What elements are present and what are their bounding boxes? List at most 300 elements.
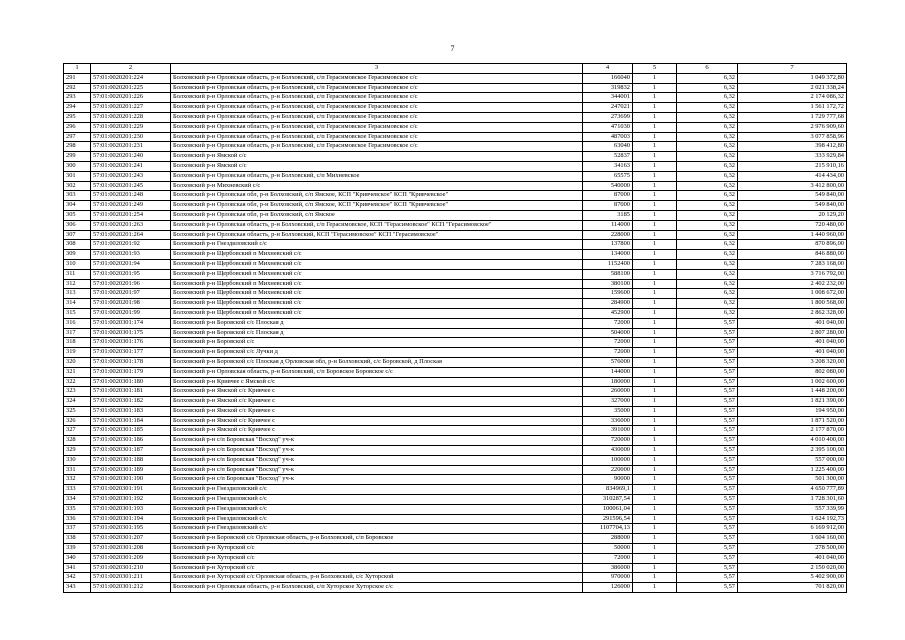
rate-cell: 5,57 [677, 504, 738, 514]
cost-cell: 333 929,84 [738, 152, 847, 162]
address-cell: Болховский р-н Ямской с/с Кривчее с [171, 387, 583, 397]
rate-cell: 6,32 [677, 93, 738, 103]
cost-cell: 278 500,00 [738, 544, 847, 554]
address-cell: Болховский р-н Орловская обл, р-н Болховский, с/п Ямское [171, 210, 583, 220]
unit-cell: 1 [633, 328, 677, 338]
table-row [64, 406, 847, 416]
unit-cell: 1 [633, 377, 677, 387]
row-number-cell: 334 [64, 495, 91, 505]
address-cell: Болховский р-н Щербовский п Михневский с/с [171, 259, 583, 269]
rate-cell: 5,57 [677, 446, 738, 456]
row-number-cell: 328 [64, 436, 91, 446]
cadastral-number-cell: 57:01:0020301:181 [91, 387, 171, 397]
rate-cell: 6,32 [677, 181, 738, 191]
cadastral-number-cell: 57:01:0020301:184 [91, 416, 171, 426]
cadastral-number-cell: 57:01:0020201:263 [91, 220, 171, 230]
address-cell: Болховский р-н Ямской с/с Кривчее с [171, 416, 583, 426]
cadastral-number-cell: 57:01:0020301:211 [91, 573, 171, 583]
table-row [64, 122, 847, 132]
unit-cell: 1 [633, 152, 677, 162]
rate-cell: 5,57 [677, 563, 738, 573]
address-cell: Болховский р-н Орловская область, р-н Болховский, с/п Герасимовское, КСП "Герасимовское" КСП "Герасимовское" [171, 220, 583, 230]
row-number-cell: 304 [64, 201, 91, 211]
cadastral-number-cell: 57:01:0020201:245 [91, 181, 171, 191]
header-cell-7: 7 [738, 64, 847, 74]
area-cell: 52837 [583, 152, 633, 162]
unit-cell: 1 [633, 289, 677, 299]
rate-cell: 6,32 [677, 132, 738, 142]
area-cell: 273699 [583, 112, 633, 122]
area-cell: 100000 [583, 455, 633, 465]
cadastral-number-cell: 57:01:0020301:175 [91, 328, 171, 338]
row-number-cell: 320 [64, 357, 91, 367]
cost-cell: 1 002 600,00 [738, 377, 847, 387]
rate-cell: 5,57 [677, 338, 738, 348]
row-number-cell: 313 [64, 289, 91, 299]
table-row [64, 553, 847, 563]
area-cell: 720000 [583, 436, 633, 446]
row-number-cell: 321 [64, 367, 91, 377]
table-row [64, 132, 847, 142]
address-cell: Болховский р-н Ямской с/с [171, 161, 583, 171]
row-number-cell: 299 [64, 152, 91, 162]
cost-cell: 1 871 520,00 [738, 416, 847, 426]
cadastral-number-cell: 57:01:0020201:254 [91, 210, 171, 220]
table-header-row [64, 64, 847, 74]
table-row [64, 230, 847, 240]
cadastral-number-cell: 57:01:0020301:180 [91, 377, 171, 387]
table-row [64, 544, 847, 554]
table-row [64, 426, 847, 436]
area-cell: 1152400 [583, 259, 633, 269]
area-cell: 319832 [583, 83, 633, 93]
table-row [64, 573, 847, 583]
cost-cell: 4 010 400,00 [738, 436, 847, 446]
address-cell: Болховский р-н Щербовский п Михневский с/с [171, 308, 583, 318]
cost-cell: 1 049 372,80 [738, 73, 847, 83]
cadastral-number-cell: 57:01:0020301:207 [91, 534, 171, 544]
area-cell: 90000 [583, 475, 633, 485]
address-cell: Болховский р-н Орловская область, р-н Болховский, с/п Герасимовское Герасимовское с/с [171, 142, 583, 152]
cadastral-number-cell: 57:01:0020301:193 [91, 504, 171, 514]
row-number-cell: 318 [64, 338, 91, 348]
cadastral-number-cell: 57:01:0020301:182 [91, 397, 171, 407]
rate-cell: 6,32 [677, 201, 738, 211]
cost-cell: 3 716 792,00 [738, 269, 847, 279]
cost-cell: 2 177 870,00 [738, 426, 847, 436]
address-cell: Болховский р-н Щербовский п Михневский с/с [171, 269, 583, 279]
cost-cell: 4 650 777,89 [738, 485, 847, 495]
address-cell: Болховский р-н Гнездиловский с/с [171, 504, 583, 514]
row-number-cell: 343 [64, 583, 91, 593]
row-number-cell: 323 [64, 387, 91, 397]
row-number-cell: 322 [64, 377, 91, 387]
cost-cell: 557 339,99 [738, 504, 847, 514]
rate-cell: 6,32 [677, 279, 738, 289]
rate-cell: 6,32 [677, 220, 738, 230]
area-cell: 72000 [583, 553, 633, 563]
area-cell: 144000 [583, 367, 633, 377]
area-cell: 35000 [583, 406, 633, 416]
cadastral-number-cell: 57:01:0020301:178 [91, 357, 171, 367]
unit-cell: 1 [633, 387, 677, 397]
cadastral-number-cell: 57:01:0020301:212 [91, 583, 171, 593]
row-number-cell: 294 [64, 103, 91, 113]
cost-cell: 1 821 390,00 [738, 397, 847, 407]
cadastral-number-cell: 57:01:0020301:183 [91, 406, 171, 416]
unit-cell: 1 [633, 446, 677, 456]
table-row [64, 465, 847, 475]
header-cell-6: 6 [677, 64, 738, 74]
cadastral-number-cell: 57:01:0020301:187 [91, 446, 171, 456]
cadastral-number-cell: 57:01:0020201:249 [91, 201, 171, 211]
cadastral-number-cell: 57:01:0020201:228 [91, 112, 171, 122]
address-cell: Болховский р-н с/п Боровская "Восход" уч-к [171, 475, 583, 485]
row-number-cell: 307 [64, 230, 91, 240]
area-cell: 452900 [583, 308, 633, 318]
unit-cell: 1 [633, 504, 677, 514]
rate-cell: 5,57 [677, 357, 738, 367]
table-row [64, 485, 847, 495]
table-row [64, 367, 847, 377]
cadastral-number-cell: 57:01:0020201:95 [91, 269, 171, 279]
row-number-cell: 319 [64, 348, 91, 358]
header-cell-1: 1 [64, 64, 91, 74]
area-cell: 126000 [583, 583, 633, 593]
cadastral-number-cell: 57:01:0020301:185 [91, 426, 171, 436]
row-number-cell: 300 [64, 161, 91, 171]
unit-cell: 1 [633, 210, 677, 220]
row-number-cell: 316 [64, 318, 91, 328]
address-cell: Болховский р-н Орловская область, р-н Болховский, с/п Хуторское Хуторское с/с [171, 583, 583, 593]
table-row [64, 93, 847, 103]
address-cell: Болховский р-н Орловская область, р-н Болховский, с/п Герасимовское Герасимовское с/с [171, 112, 583, 122]
unit-cell: 1 [633, 524, 677, 534]
area-cell: 576000 [583, 357, 633, 367]
cadastral-number-cell: 57:01:0020201:96 [91, 279, 171, 289]
address-cell: Болховский р-н Боровской с/с Плоская д Орловская обл, р-н Болховский, с/с Боровской, д Плоская [171, 357, 583, 367]
table-row [64, 377, 847, 387]
rate-cell: 5,57 [677, 426, 738, 436]
area-cell: 391000 [583, 426, 633, 436]
rate-cell: 5,57 [677, 583, 738, 593]
area-cell: 220000 [583, 465, 633, 475]
rate-cell: 5,57 [677, 406, 738, 416]
table-row [64, 514, 847, 524]
area-cell: 504000 [583, 328, 633, 338]
cost-cell: 1 448 200,00 [738, 387, 847, 397]
address-cell: Болховский р-н с/п Боровская "Восход" уч-к [171, 436, 583, 446]
cost-cell: 401 040,00 [738, 553, 847, 563]
address-cell: Болховский р-н Гнездиловский с/с [171, 240, 583, 250]
unit-cell: 1 [633, 279, 677, 289]
unit-cell: 1 [633, 112, 677, 122]
unit-cell: 1 [633, 250, 677, 260]
cadastral-number-cell: 57:01:0020301:191 [91, 485, 171, 495]
rate-cell: 5,57 [677, 573, 738, 583]
cadastral-number-cell: 57:01:0020201:248 [91, 191, 171, 201]
cadastral-table [63, 63, 847, 593]
cost-cell: 501 300,00 [738, 475, 847, 485]
unit-cell: 1 [633, 338, 677, 348]
cost-cell: 549 840,00 [738, 191, 847, 201]
unit-cell: 1 [633, 122, 677, 132]
unit-cell: 1 [633, 191, 677, 201]
table-row [64, 83, 847, 93]
cost-cell: 1 624 192,73 [738, 514, 847, 524]
unit-cell: 1 [633, 465, 677, 475]
area-cell: 310287,54 [583, 495, 633, 505]
rate-cell: 6,32 [677, 112, 738, 122]
row-number-cell: 311 [64, 269, 91, 279]
row-number-cell: 291 [64, 73, 91, 83]
rate-cell: 6,32 [677, 171, 738, 181]
cadastral-number-cell: 57:01:0020201:229 [91, 122, 171, 132]
address-cell: Болховский р-н Орловская область, р-н Болховский, с/п Герасимовское Герасимовское с/с [171, 103, 583, 113]
cadastral-number-cell: 57:01:0020301:194 [91, 514, 171, 524]
rate-cell: 5,57 [677, 495, 738, 505]
row-number-cell: 310 [64, 259, 91, 269]
cost-cell: 2 174 086,32 [738, 93, 847, 103]
table-row [64, 152, 847, 162]
unit-cell: 1 [633, 132, 677, 142]
row-number-cell: 296 [64, 122, 91, 132]
rate-cell: 6,32 [677, 191, 738, 201]
address-cell: Болховский р-н Боровской с/с Плоская д [171, 318, 583, 328]
table-row [64, 475, 847, 485]
address-cell: Болховский р-н Гнездиловский с/с [171, 514, 583, 524]
rate-cell: 5,57 [677, 553, 738, 563]
unit-cell: 1 [633, 103, 677, 113]
cadastral-number-cell: 57:01:0020301:188 [91, 455, 171, 465]
cadastral-number-cell: 57:01:0020301:209 [91, 553, 171, 563]
cadastral-number-cell: 57:01:0020201:230 [91, 132, 171, 142]
unit-cell: 1 [633, 142, 677, 152]
unit-cell: 1 [633, 397, 677, 407]
rate-cell: 5,57 [677, 397, 738, 407]
area-cell: 159600 [583, 289, 633, 299]
table-row [64, 191, 847, 201]
unit-cell: 1 [633, 357, 677, 367]
table-row [64, 446, 847, 456]
rate-cell: 6,32 [677, 250, 738, 260]
rate-cell: 6,32 [677, 230, 738, 240]
table-row [64, 201, 847, 211]
cost-cell: 20 129,20 [738, 210, 847, 220]
unit-cell: 1 [633, 308, 677, 318]
address-cell: Болховский р-н Гнездиловский с/с [171, 524, 583, 534]
area-cell: 134000 [583, 250, 633, 260]
area-cell: 72000 [583, 318, 633, 328]
address-cell: Болховский р-н Щербовский п Михневский с/с [171, 299, 583, 309]
table-row [64, 181, 847, 191]
row-number-cell: 305 [64, 210, 91, 220]
table-row [64, 338, 847, 348]
unit-cell: 1 [633, 318, 677, 328]
address-cell: Болховский р-н Ямской с/с Кривчее с [171, 426, 583, 436]
unit-cell: 1 [633, 201, 677, 211]
header-cell-5: 5 [633, 64, 677, 74]
unit-cell: 1 [633, 220, 677, 230]
table-row [64, 348, 847, 358]
cost-cell: 215 910,16 [738, 161, 847, 171]
table-row [64, 103, 847, 113]
row-number-cell: 301 [64, 171, 91, 181]
table-row [64, 455, 847, 465]
address-cell: Болховский р-н Орловская область, р-н Болховский, с/п Герасимовское Герасимовское с/с [171, 122, 583, 132]
address-cell: Болховский р-н Орловская область, р-н Болховский, с/п Михневское [171, 171, 583, 181]
cost-cell: 1 604 160,00 [738, 534, 847, 544]
rate-cell: 6,32 [677, 83, 738, 93]
cost-cell: 1 008 672,00 [738, 289, 847, 299]
address-cell: Болховский р-н Орловская обл, р-н Болховский, с/п Ямское, КСП "Кривчевское" КСП "Кривчевское" [171, 201, 583, 211]
unit-cell: 1 [633, 436, 677, 446]
row-number-cell: 293 [64, 93, 91, 103]
address-cell: Болховский р-н Гнездиловский с/с [171, 485, 583, 495]
cost-cell: 1 800 568,00 [738, 299, 847, 309]
address-cell: Болховский р-н Щербовский п Михневский с/с [171, 279, 583, 289]
row-number-cell: 333 [64, 485, 91, 495]
area-cell: 260000 [583, 387, 633, 397]
area-cell: 247021 [583, 103, 633, 113]
address-cell: Болховский р-н Хуторской с/с [171, 563, 583, 573]
unit-cell: 1 [633, 230, 677, 240]
address-cell: Болховский р-н Кривчее с Ямской с/с [171, 377, 583, 387]
row-number-cell: 303 [64, 191, 91, 201]
address-cell: Болховский р-н Орловская область, р-н Болховский, с/п Герасимовское Герасимовское с/с [171, 93, 583, 103]
unit-cell: 1 [633, 367, 677, 377]
cadastral-number-cell: 57:01:0020301:189 [91, 465, 171, 475]
unit-cell: 1 [633, 269, 677, 279]
cost-cell: 3 077 858,96 [738, 132, 847, 142]
area-cell: 1107704,13 [583, 524, 633, 534]
area-cell: 166040 [583, 73, 633, 83]
header-cell-3: 3 [171, 64, 583, 74]
area-cell: 87000 [583, 201, 633, 211]
unit-cell: 1 [633, 475, 677, 485]
area-cell: 540000 [583, 181, 633, 191]
rate-cell: 6,32 [677, 161, 738, 171]
rate-cell: 6,32 [677, 73, 738, 83]
table-row [64, 387, 847, 397]
area-cell: 834969,1 [583, 485, 633, 495]
unit-cell: 1 [633, 583, 677, 593]
area-cell: 228000 [583, 230, 633, 240]
rate-cell: 5,57 [677, 534, 738, 544]
row-number-cell: 297 [64, 132, 91, 142]
address-cell: Болховский р-н с/п Боровская "Восход" уч-к [171, 455, 583, 465]
row-number-cell: 326 [64, 416, 91, 426]
rate-cell: 6,32 [677, 142, 738, 152]
unit-cell: 1 [633, 485, 677, 495]
cost-cell: 7 283 168,00 [738, 259, 847, 269]
rate-cell: 5,57 [677, 387, 738, 397]
address-cell: Болховский р-н Орловская область, р-н Болховский, с/п Герасимовское Герасимовское с/с [171, 132, 583, 142]
cadastral-number-cell: 57:01:0020201:240 [91, 152, 171, 162]
area-cell: 291596,54 [583, 514, 633, 524]
area-cell: 380100 [583, 279, 633, 289]
unit-cell: 1 [633, 73, 677, 83]
cost-cell: 2 150 020,00 [738, 563, 847, 573]
cadastral-number-cell: 57:01:0020201:264 [91, 230, 171, 240]
rate-cell: 6,32 [677, 269, 738, 279]
row-number-cell: 340 [64, 553, 91, 563]
cost-cell: 1 225 400,00 [738, 465, 847, 475]
rate-cell: 6,32 [677, 259, 738, 269]
table-row [64, 495, 847, 505]
cost-cell: 1 440 960,00 [738, 230, 847, 240]
address-cell: Болховский р-н Орловская область, р-н Болховский, с/п Герасимовское Герасимовское с/с [171, 83, 583, 93]
cost-cell: 720 480,00 [738, 220, 847, 230]
table-row [64, 240, 847, 250]
table-row [64, 289, 847, 299]
cadastral-number-cell: 57:01:0020301:195 [91, 524, 171, 534]
cost-cell: 549 840,00 [738, 201, 847, 211]
table-row [64, 504, 847, 514]
area-cell: 3185 [583, 210, 633, 220]
row-number-cell: 330 [64, 455, 91, 465]
cost-cell: 398 412,80 [738, 142, 847, 152]
address-cell: Болховский р-н с/п Боровская "Восход" уч-к [171, 446, 583, 456]
table-row [64, 534, 847, 544]
table-row [64, 328, 847, 338]
area-cell: 344001 [583, 93, 633, 103]
header-cell-4: 4 [583, 64, 633, 74]
cost-cell: 414 434,00 [738, 171, 847, 181]
address-cell: Болховский р-н Боровской с/с Орловская область, р-н Болховский, с/п Боровское [171, 534, 583, 544]
unit-cell: 1 [633, 534, 677, 544]
unit-cell: 1 [633, 259, 677, 269]
cadastral-number-cell: 57:01:0020301:190 [91, 475, 171, 485]
cadastral-number-cell: 57:01:0020301:192 [91, 495, 171, 505]
row-number-cell: 324 [64, 397, 91, 407]
rate-cell: 5,57 [677, 544, 738, 554]
row-number-cell: 338 [64, 534, 91, 544]
cost-cell: 2 021 338,24 [738, 83, 847, 93]
unit-cell: 1 [633, 416, 677, 426]
cost-cell: 401 040,00 [738, 318, 847, 328]
row-number-cell: 337 [64, 524, 91, 534]
row-number-cell: 312 [64, 279, 91, 289]
unit-cell: 1 [633, 553, 677, 563]
cost-cell: 401 040,00 [738, 348, 847, 358]
unit-cell: 1 [633, 161, 677, 171]
unit-cell: 1 [633, 514, 677, 524]
address-cell: Болховский р-н Боровской с/с Лучки д [171, 348, 583, 358]
table-row [64, 112, 847, 122]
address-cell: Болховский р-н Щербовский п Михневский с/с [171, 289, 583, 299]
address-cell: Болховский р-н Хуторской с/с Орловская область, р-н Болховский, с/с Хуторской [171, 573, 583, 583]
area-cell: 137800 [583, 240, 633, 250]
row-number-cell: 309 [64, 250, 91, 260]
unit-cell: 1 [633, 544, 677, 554]
cost-cell: 802 080,00 [738, 367, 847, 377]
address-cell: Болховский р-н Ямской с/с [171, 152, 583, 162]
cost-cell: 557 000,00 [738, 455, 847, 465]
table-row [64, 397, 847, 407]
cadastral-number-cell: 57:01:0020201:227 [91, 103, 171, 113]
rate-cell: 6,32 [677, 299, 738, 309]
cost-cell: 5 402 900,00 [738, 573, 847, 583]
rate-cell: 6,32 [677, 240, 738, 250]
unit-cell: 1 [633, 406, 677, 416]
cadastral-number-cell: 57:01:0020201:94 [91, 259, 171, 269]
table-row [64, 142, 847, 152]
area-cell: 34163 [583, 161, 633, 171]
cadastral-number-cell: 57:01:0020201:243 [91, 171, 171, 181]
area-cell: 72000 [583, 348, 633, 358]
table-row [64, 416, 847, 426]
